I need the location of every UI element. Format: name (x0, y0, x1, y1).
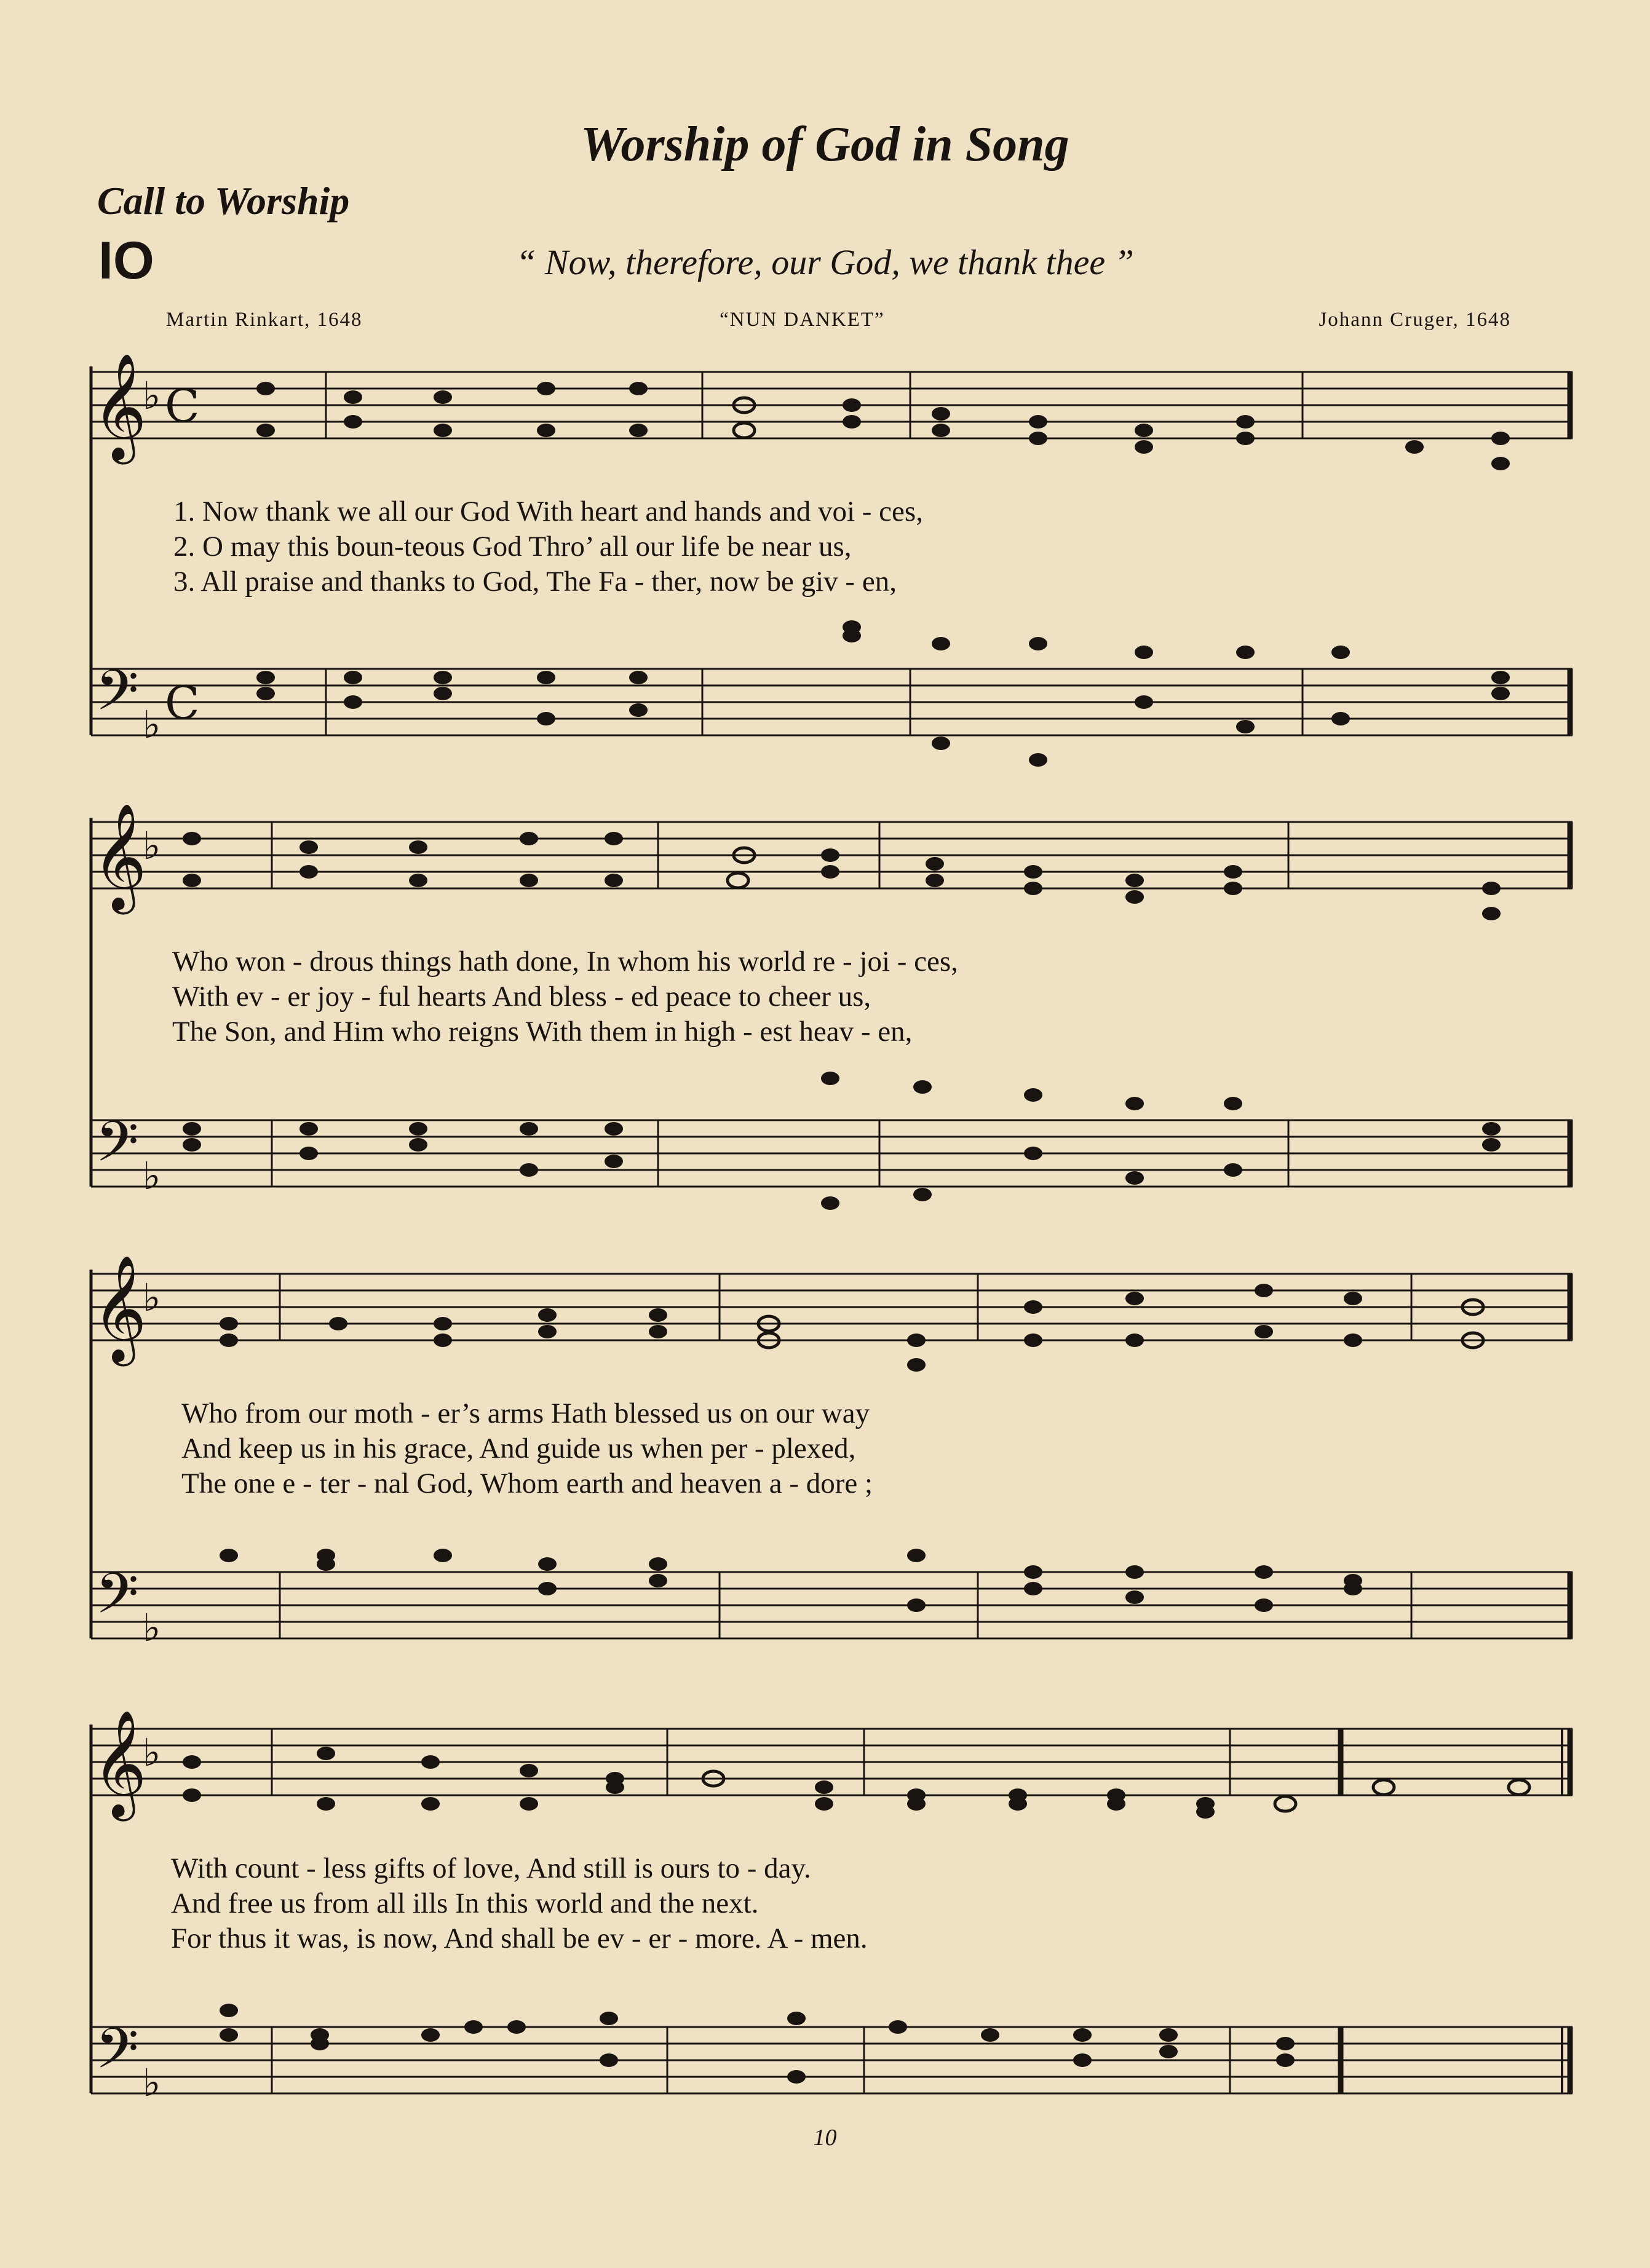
svg-text:♭: ♭ (143, 1730, 161, 1775)
svg-text:♭: ♭ (143, 1153, 161, 1198)
note-heads (183, 382, 1510, 2084)
staff-bass-1 (91, 669, 1573, 735)
lyric-line: 2. O may this boun-teous God Thro’ all our life be near us, (173, 531, 852, 563)
lyric-line: 3. All praise and thanks to God, The Fa - ther, now be giv - en, (173, 566, 897, 598)
hymn-subtitle: “ Now, therefore, our God, we thank thee ” (516, 242, 1134, 282)
svg-text:𝄞: 𝄞 (92, 803, 147, 910)
svg-text:𝄢: 𝄢 (95, 2016, 139, 2095)
lyric-line: Who from our moth - er’s arms Hath blessed us on our way (181, 1397, 870, 1429)
flat-sign-icon (143, 373, 161, 2105)
lyric-line: And free us from all ills In this world and the next. (171, 1887, 759, 1919)
svg-text:♭: ♭ (143, 823, 161, 868)
lyric-line: With count - less gifts of love, And still is ours to - day. (171, 1852, 811, 1884)
words-credit: Martin Rinkart, 1648 (166, 309, 363, 331)
lyric-line: The one e - ter - nal God, Whom earth and heaven a - dore ; (181, 1468, 873, 1499)
svg-text:♭: ♭ (143, 702, 161, 747)
svg-text:𝄞: 𝄞 (92, 353, 147, 460)
hymn-number: IO (98, 231, 154, 290)
svg-text:♭: ♭ (143, 1605, 161, 1650)
lyric-line: With ev - er joy - ful hearts And bless - ed peace to cheer us, (172, 981, 871, 1013)
svg-text:𝄞: 𝄞 (92, 1710, 147, 1817)
svg-text:𝄢: 𝄢 (95, 658, 139, 737)
lyric-line: For thus it was, is now, And shall be ev - er - more. A - men. (171, 1922, 868, 1954)
svg-text:𝄞: 𝄞 (92, 1255, 147, 1362)
svg-text:C: C (165, 677, 200, 730)
svg-text:𝄢: 𝄢 (95, 1561, 139, 1640)
lyric-line: And keep us in his grace, And guide us when per - plexed, (181, 1432, 856, 1464)
category-heading: Call to Worship (97, 179, 350, 223)
section-title: Worship of God in Song (581, 117, 1069, 172)
lyric-line: Who won - drous things hath done, In whom his world re - joi - ces, (172, 946, 958, 978)
svg-text:♭: ♭ (143, 373, 161, 418)
svg-text:♭: ♭ (143, 1275, 161, 1320)
svg-text:C: C (165, 380, 200, 433)
lyric-line: 1. Now thank we all our God With heart and hands and voi - ces, (173, 496, 923, 527)
music-credit: Johann Cruger, 1648 (1319, 309, 1511, 331)
half-note-heads (703, 398, 1529, 1811)
page-number: 10 (813, 2125, 837, 2151)
lyric-line: The Son, and Him who reigns With them in high - est heav - en, (172, 1016, 913, 1048)
svg-text:♭: ♭ (143, 2060, 161, 2105)
svg-text:𝄢: 𝄢 (95, 1109, 139, 1188)
tune-name: “NUN DANKET” (720, 309, 885, 331)
